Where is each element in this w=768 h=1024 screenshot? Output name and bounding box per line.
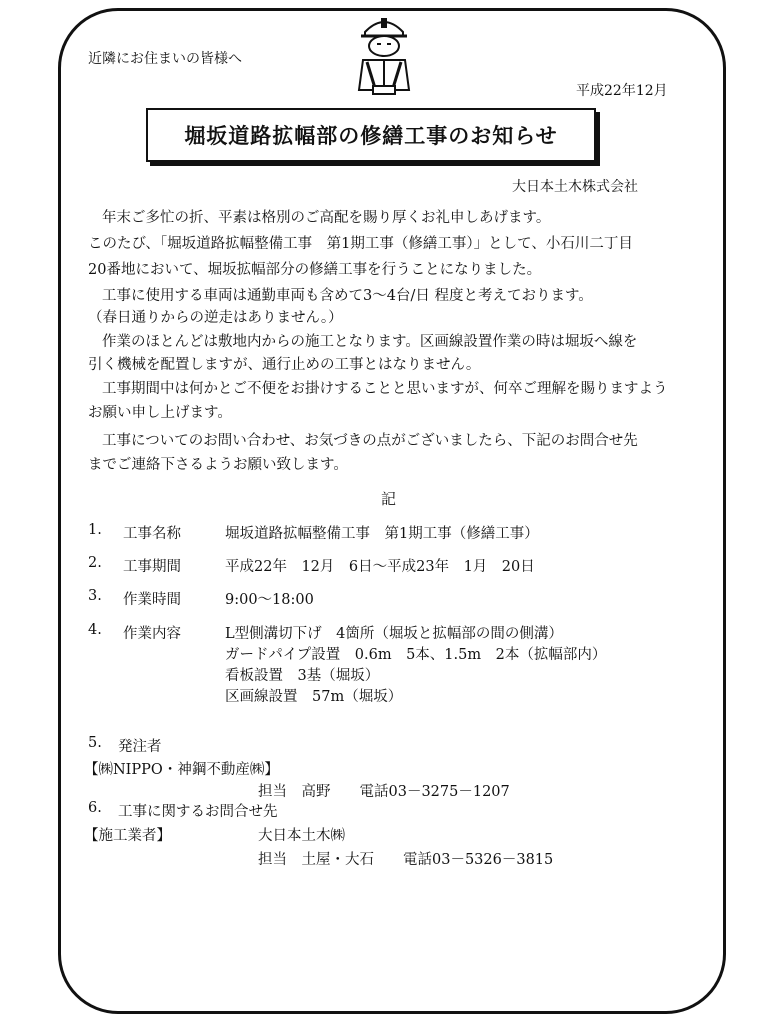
body-line: 工事に使用する車両は通勤車両も含めて3～4台/日 程度と考えております。 bbox=[102, 288, 593, 304]
ki-heading: 記 bbox=[381, 490, 397, 508]
item-number: 5. bbox=[88, 735, 102, 751]
item-label: 作業内容 bbox=[123, 626, 181, 642]
body-line: お願い申し上げます。 bbox=[88, 405, 232, 421]
body-line: 工事期間中は何かとご不便をお掛けすることと思いますが、何卒ご理解を賜りますよう bbox=[102, 381, 668, 397]
item-number: 2. bbox=[88, 555, 102, 571]
body-line: 工事についてのお問い合わせ、お気づきの点がございましたら、下記のお問合せ先 bbox=[102, 433, 638, 449]
body-line: 作業のほとんどは敷地内からの施工となります。区画線設置作業の時は堀坂へ線を bbox=[102, 334, 638, 350]
item-label: 作業時間 bbox=[123, 592, 181, 608]
body-line: 引く機械を配置しますが、通行止めの工事とはなりません。 bbox=[88, 357, 481, 373]
notice-date: 平成22年12月 bbox=[576, 83, 668, 99]
company-name: 大日本土木株式会社 bbox=[512, 179, 638, 195]
item-number: 3. bbox=[88, 588, 102, 604]
body-line: （春日通りからの逆走はありません。） bbox=[88, 310, 343, 326]
item-value: 9:00～18:00 bbox=[225, 592, 314, 608]
item-value: L型側溝切下げ 4箇所（堀坂と拡幅部の間の側溝） bbox=[225, 626, 563, 642]
contractor-role: 【施工業者】 bbox=[84, 828, 171, 844]
orderer-name: 【㈱NIPPO・神鋼不動産㈱】 bbox=[84, 762, 279, 778]
item-value: 平成22年 12月 6日～平成23年 1月 20日 bbox=[225, 559, 535, 575]
bowing-worker-illustration bbox=[345, 10, 423, 96]
inquiry-label: 工事に関するお問合せ先 bbox=[118, 804, 278, 820]
item-number: 1. bbox=[88, 522, 102, 538]
notice-title: 堀坂道路拡幅部の修繕工事のお知らせ bbox=[184, 123, 558, 148]
body-line: 年末ご多忙の折、平素は格別のご高配を賜り厚くお礼申しあげます。 bbox=[102, 210, 551, 226]
item-number: 6. bbox=[88, 800, 102, 816]
body-line: 20番地において、堀坂拡幅部分の修繕工事を行うことになりました。 bbox=[88, 262, 542, 278]
item-label: 工事名称 bbox=[123, 526, 181, 542]
item-number: 4. bbox=[88, 622, 102, 638]
title-box bbox=[146, 108, 596, 162]
body-line: このたび、「堀坂道路拡幅整備工事 第1期工事（修繕工事）」として、小石川二丁目 bbox=[88, 236, 633, 252]
orderer-contact: 担当 高野 電話03－3275－1207 bbox=[258, 784, 510, 800]
item-value: 堀坂道路拡幅整備工事 第1期工事（修繕工事） bbox=[225, 526, 539, 542]
item-label: 工事期間 bbox=[123, 559, 181, 575]
item-value: 区画線設置 57m（堀坂） bbox=[225, 689, 403, 705]
item-value: ガードパイプ設置 0.6m 5本、1.5m 2本（拡幅部内） bbox=[225, 647, 607, 663]
addressee: 近隣にお住まいの皆様へ bbox=[88, 51, 242, 67]
orderer-label: 発注者 bbox=[118, 739, 162, 755]
item-value: 看板設置 3基（堀坂） bbox=[225, 668, 380, 684]
contractor-contact: 担当 土屋・大石 電話03－5326－3815 bbox=[258, 852, 554, 868]
body-line: までご連絡下さるようお願い致します。 bbox=[88, 457, 348, 473]
contractor-name: 大日本土木㈱ bbox=[258, 828, 345, 844]
